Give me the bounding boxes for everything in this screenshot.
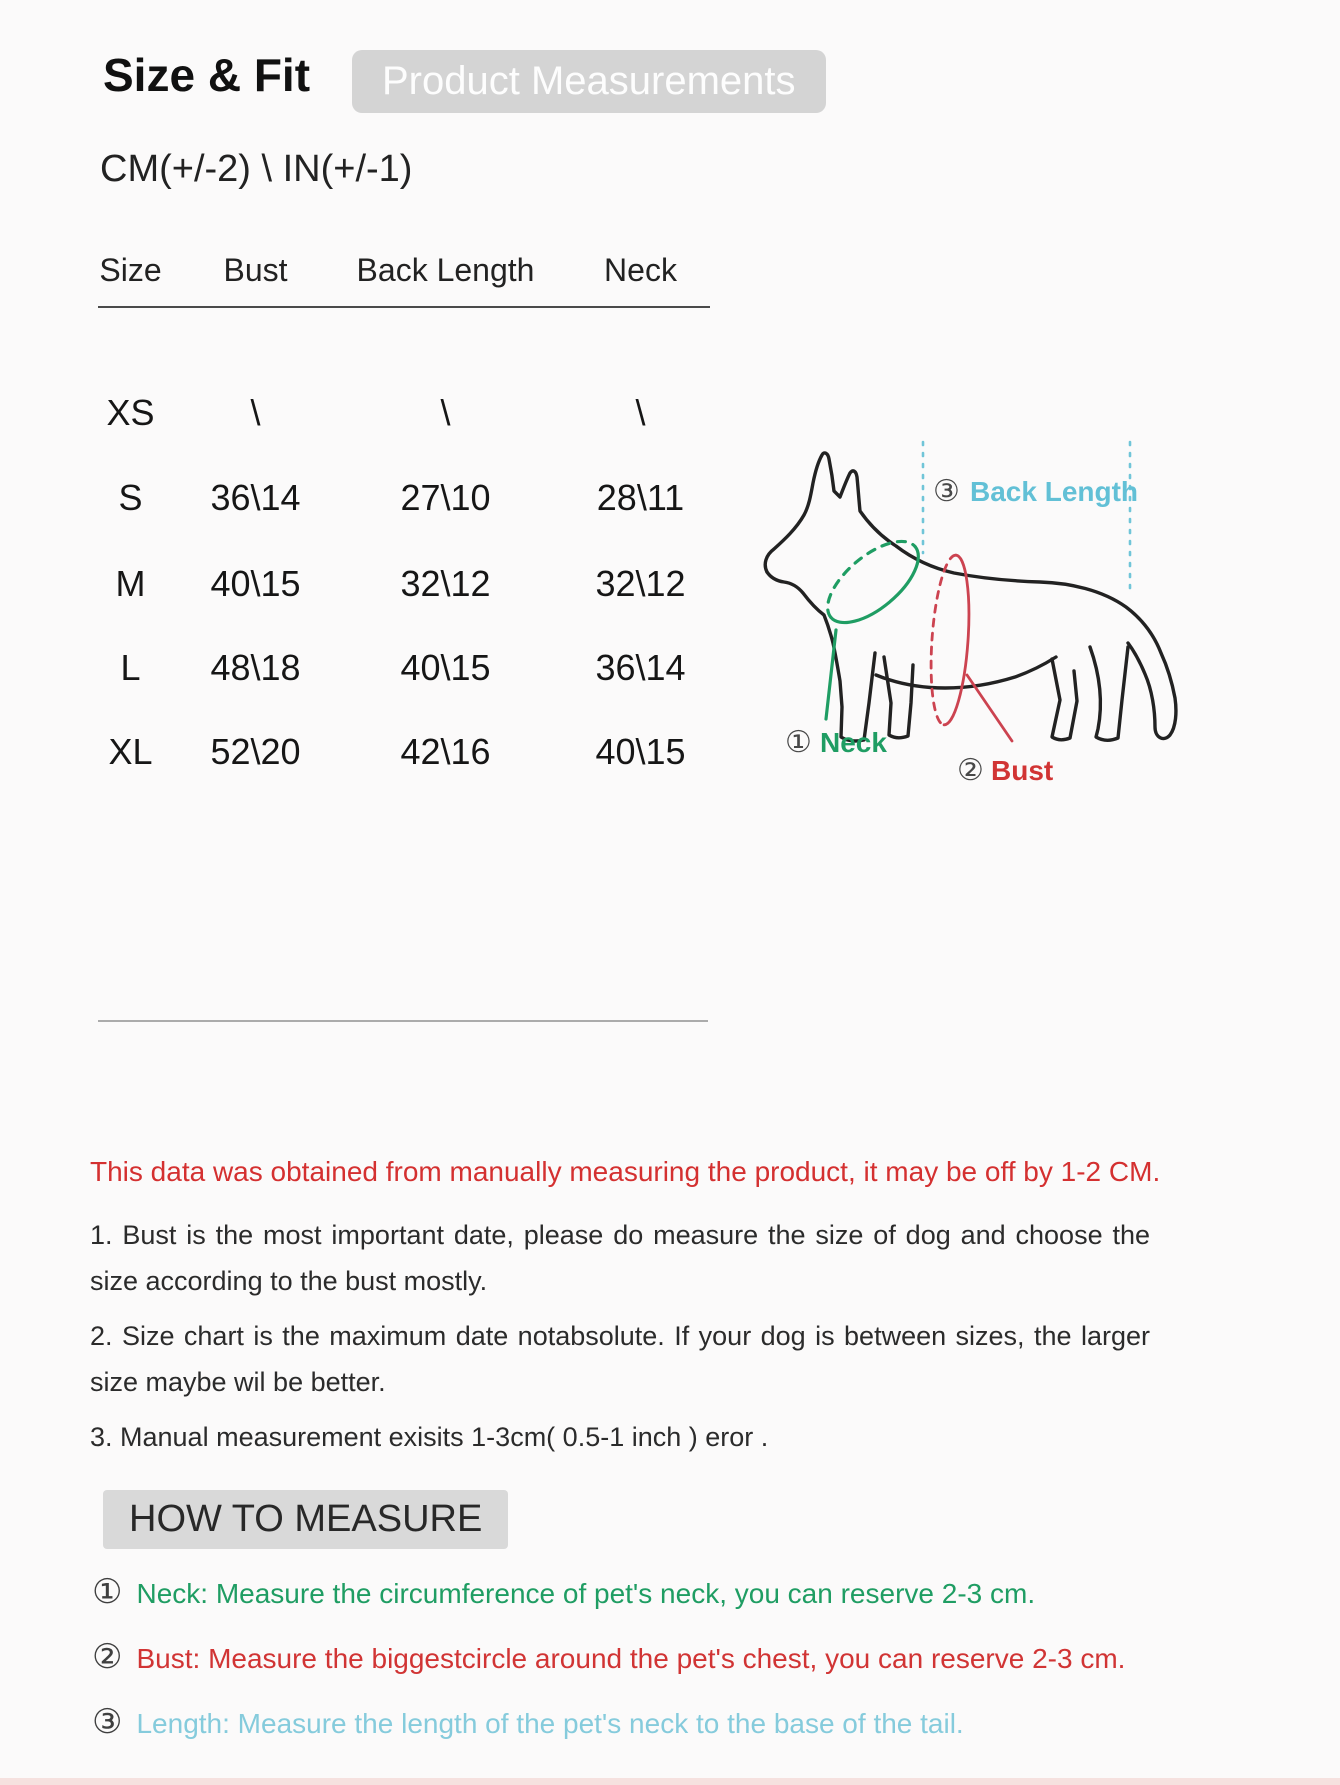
cell-neck: 28\11 bbox=[596, 477, 685, 518]
step-3-text: Length: Measure the length of the pet's neck to the base of the tail. bbox=[136, 1708, 964, 1739]
cell-neck: \ bbox=[635, 392, 646, 433]
cell-back-length: 40\15 bbox=[400, 647, 491, 688]
neck-band-back bbox=[814, 527, 915, 618]
table-row-xl bbox=[88, 731, 728, 773]
note-2 bbox=[90, 1313, 1150, 1405]
cell-neck: 32\12 bbox=[595, 563, 686, 604]
page-title: Size & Fit bbox=[103, 49, 311, 101]
dog-far-hindleg bbox=[1052, 659, 1077, 740]
table-row-s bbox=[88, 477, 728, 519]
notes-list bbox=[90, 1212, 1150, 1469]
cell-neck: 36\14 bbox=[595, 647, 686, 688]
measure-steps bbox=[92, 1572, 1125, 1767]
table-row-xs bbox=[88, 392, 728, 434]
section-divider bbox=[98, 1020, 708, 1022]
bottom-edge-strip bbox=[0, 1778, 1340, 1785]
neck-band bbox=[814, 527, 932, 638]
how-to-measure-heading: HOW TO MEASURE bbox=[103, 1490, 508, 1549]
note-2-line-2: size maybe wil be better. bbox=[90, 1367, 386, 1397]
dog-far-foreleg bbox=[884, 657, 913, 738]
dog-measurement-diagram bbox=[670, 385, 1230, 785]
table-header-underline bbox=[98, 306, 710, 308]
note-1-line-1: 1. Bust is the most important date, please do measure the size of dog and choose the bbox=[90, 1220, 1150, 1250]
step-1-text: Neck: Measure the circumference of pet's neck, you can reserve 2-3 cm. bbox=[136, 1578, 1036, 1609]
product-measurements-badge: Product Measurements bbox=[352, 50, 826, 113]
cell-size: XS bbox=[106, 392, 155, 433]
bust-band-front bbox=[944, 555, 974, 726]
cell-bust: 48\18 bbox=[210, 647, 301, 688]
step-3-number-icon: ③ bbox=[92, 1703, 123, 1741]
back-length-number-icon: ③ bbox=[933, 475, 960, 508]
col-size: Size bbox=[99, 252, 162, 288]
cell-size: M bbox=[115, 563, 146, 604]
bust-number-icon: ② bbox=[957, 754, 984, 785]
size-table-header bbox=[88, 252, 728, 289]
measure-step-bust bbox=[92, 1637, 1125, 1677]
note-2-line-1: 2. Size chart is the maximum date notabsolute. If your dog is between sizes, the larger bbox=[90, 1321, 1150, 1351]
step-2-number-icon: ② bbox=[92, 1638, 123, 1676]
neck-pointer-line bbox=[826, 630, 836, 719]
bust-band bbox=[926, 554, 974, 726]
cell-size: L bbox=[120, 647, 141, 688]
neck-band-front bbox=[831, 547, 932, 638]
cell-bust: 52\20 bbox=[210, 731, 301, 772]
measure-step-neck bbox=[92, 1572, 1125, 1612]
col-bust: Bust bbox=[223, 252, 288, 288]
cell-back-length: 32\12 bbox=[400, 563, 491, 604]
neck-number-icon: ① bbox=[785, 726, 812, 759]
col-back-length: Back Length bbox=[356, 252, 535, 288]
back-length-label: Back Length bbox=[970, 476, 1139, 507]
cell-back-length: 27\10 bbox=[400, 477, 491, 518]
table-row-l bbox=[88, 647, 728, 689]
note-3-line-1: 3. Manual measurement exisits 1-3cm( 0.5-1 inch ) eror . bbox=[90, 1422, 769, 1452]
measurement-warning: This data was obtained from manually measuring the product, it may be off by 1-2 CM. bbox=[90, 1156, 1161, 1187]
bust-label: Bust bbox=[991, 755, 1054, 785]
cell-back-length: 42\16 bbox=[400, 731, 491, 772]
col-neck: Neck bbox=[604, 252, 677, 288]
step-2-text: Bust: Measure the biggestcircle around the pet's chest, you can reserve 2-3 cm. bbox=[136, 1643, 1126, 1674]
table-row-m bbox=[88, 563, 728, 605]
cell-bust: \ bbox=[250, 392, 261, 433]
cell-size: S bbox=[118, 477, 143, 518]
step-1-number-icon: ① bbox=[92, 1573, 123, 1611]
note-3 bbox=[90, 1414, 1150, 1460]
measure-step-length bbox=[92, 1702, 1125, 1742]
note-1 bbox=[90, 1212, 1150, 1304]
dog-near-hindleg bbox=[1090, 647, 1128, 740]
cell-back-length: \ bbox=[440, 392, 451, 433]
tolerance-note: CM(+/-2) \ IN(+/-1) bbox=[100, 148, 413, 190]
cell-size: XL bbox=[108, 731, 153, 772]
dog-chest-foreleg bbox=[767, 572, 875, 741]
neck-label: Neck bbox=[820, 727, 887, 758]
bust-band-back bbox=[926, 554, 956, 725]
cell-neck: 40\15 bbox=[595, 731, 686, 772]
cell-bust: 36\14 bbox=[210, 477, 301, 518]
note-1-line-2: size according to the bust mostly. bbox=[90, 1266, 488, 1296]
cell-bust: 40\15 bbox=[210, 563, 301, 604]
